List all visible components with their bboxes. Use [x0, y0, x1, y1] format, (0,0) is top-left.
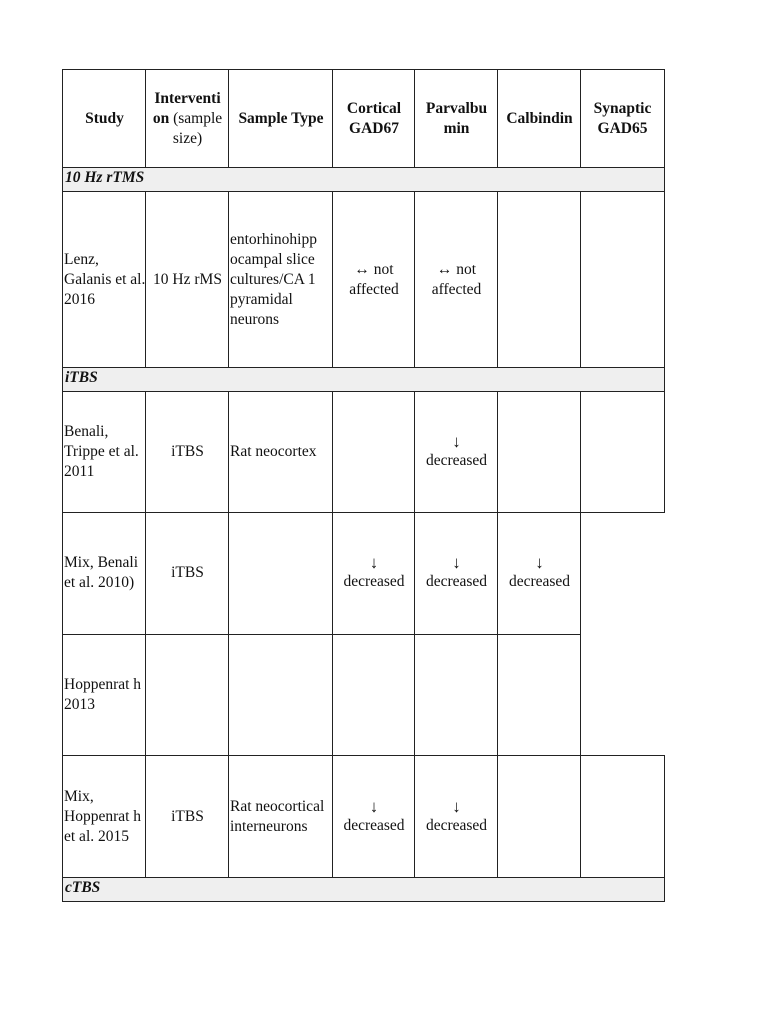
arrow-down-icon: ↓ [535, 553, 544, 572]
rule-v [145, 391, 146, 878]
rule-v [332, 391, 333, 878]
rule-h [63, 901, 665, 902]
effect-text: decreased [508, 573, 571, 590]
rule-v [332, 69, 333, 168]
rule-h [63, 391, 665, 392]
effect-text: decreased [425, 451, 488, 469]
rule-v [228, 69, 229, 168]
header-cortical-gad67: Cortical GAD67 [346, 100, 402, 137]
header-intervention [146, 70, 229, 168]
row-cortical-gad67 [333, 512, 415, 634]
row-parvalbumin [415, 755, 498, 878]
row-parvalbumin [415, 391, 498, 512]
row-study: Lenz, Galanis et al. 2016 [64, 250, 146, 308]
header-synaptic-gad65: Synaptic GAD65 [593, 100, 652, 137]
effect-text: decreased [425, 816, 488, 834]
rule-h [63, 69, 665, 70]
rule-v [580, 191, 581, 368]
row-sample-type: Rat neocortical interneurons [230, 797, 325, 835]
rule-h [63, 877, 665, 878]
header-sample-type: Sample Type [238, 110, 324, 127]
arrow-down-icon: ↓ [452, 431, 461, 451]
arrow-down-icon: ↓ [369, 796, 379, 816]
effect-text: not affected [431, 260, 482, 298]
rule-v [62, 69, 63, 902]
row-cortical-gad67 [333, 191, 415, 368]
row-sample-type: Rat neocortex [230, 442, 317, 460]
row-study: Mix, Benali et al. 2010) [64, 554, 139, 591]
open-region [581, 513, 667, 755]
rule-v [414, 391, 415, 878]
section-10hz-rtms [63, 168, 664, 191]
rule-v [228, 191, 229, 368]
header-parvalbumin: Parvalbu min [425, 100, 488, 137]
row-study: Benali, Trippe et al. 2011 [64, 422, 139, 480]
effect-text: decreased [343, 816, 405, 834]
rule-v [414, 191, 415, 368]
rule-v [414, 69, 415, 168]
rule-v [497, 391, 498, 878]
section-label: 10 Hz rTMS [65, 169, 145, 186]
section-ctbs [63, 878, 664, 901]
header-study: Study [85, 110, 124, 127]
section-itbs [63, 368, 664, 391]
rule-h [63, 367, 665, 368]
rule-h [63, 167, 665, 168]
row-sample-type: entorhinohipp ocampal slice cultures/CA 1 pyramidal neurons [230, 230, 317, 328]
section-label: cTBS [65, 879, 101, 896]
rule-v [580, 69, 581, 168]
rule-v [228, 391, 229, 878]
arrow-both-icon: ↔ [354, 260, 370, 278]
row-study: Mix, Hoppenrat h et al. 2015 [64, 787, 142, 845]
header-calbindin: Calbindin [506, 110, 573, 127]
rule-v [497, 191, 498, 368]
row-study: Hoppenrat h 2013 [64, 675, 142, 713]
rule-h [63, 634, 582, 635]
header-intervention-bold: Interventi on [152, 90, 221, 127]
rule-v [497, 69, 498, 168]
row-intervention: iTBS [171, 442, 204, 460]
row-intervention: iTBS [171, 564, 204, 581]
header-intervention-note: (sample size) [169, 110, 223, 147]
arrow-both-icon: ↔ [436, 260, 453, 278]
row-intervention: iTBS [171, 807, 204, 825]
rule-h [63, 755, 665, 756]
arrow-down-icon: ↓ [452, 796, 461, 816]
row-parvalbumin [415, 191, 498, 368]
rule-v [332, 191, 333, 368]
effect-text: decreased [425, 573, 488, 590]
rule-v [145, 69, 146, 168]
section-label: iTBS [65, 369, 98, 386]
row-intervention: 10 Hz rMS [153, 270, 222, 288]
arrow-down-icon: ↓ [452, 553, 461, 572]
row-calbindin [498, 512, 581, 634]
effect-text: decreased [343, 573, 405, 590]
rule-h [63, 191, 665, 192]
row-cortical-gad67 [333, 755, 415, 878]
rule-h [63, 512, 665, 513]
rule-v [145, 191, 146, 368]
rule-v [664, 69, 665, 902]
arrow-down-icon: ↓ [369, 553, 379, 572]
effect-text: not affected [349, 260, 399, 298]
row-parvalbumin [415, 512, 498, 634]
